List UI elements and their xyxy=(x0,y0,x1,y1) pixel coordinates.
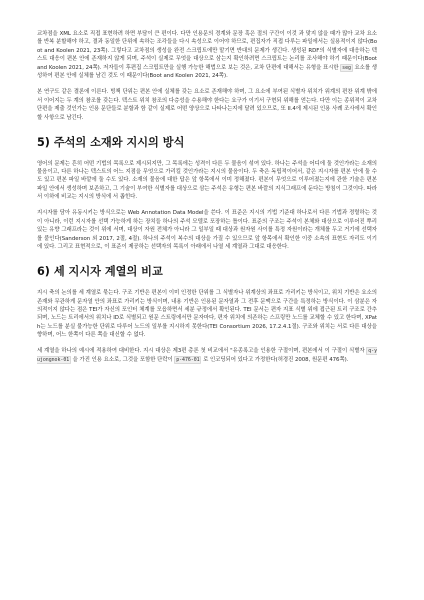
body-paragraph-6-1: 지시 축의 논의를 세 계열로 묶는다. 구조 기반은 편본이 이미 인정한 단위를 그 식별자나 위계상의 좌표로 가리키는 방식이고, 위치 기반은 요소의 존재와 무관하게 문자열 안의 좌표로 가리키는 방식이며, 내용 기반은 인용된 문자열과 그 전후 문맥으로 구간을 특정하는 방식이다. 이 삼분은 자의적이지 않다는 점은 TEI가 자신의 포인터 체계를 모읍하면서 세분 규정에서 확인된다. TEI 문서는 편자 지표 식별 위에 접근된 트리 구조로 간추되며, 노드는 트리에서의 위치나 ID로 식별되고 원문 스트링에서만 문자마다, 편자 위치에 의존하는 스프링만 노드를 교체할 수 있고 한다며, XPath는 노드를 분실 불가능한 단위로 다루어 노드의 일부를 지시하지 못한다(TEI Consortium 2026, 17.2.4.1절). 구조와 위치는 서로 다른 대상을 향하며, 어느 한쪽이 다른 쪽을 대신할 수 없다. xyxy=(37,290,377,339)
section-heading-6 xyxy=(37,265,377,279)
body-paragraph-5-1: 영어의 문제는 흔히 어떤 기법의 목록으로 제시되지만, 그 목록에는 성격이 다른 두 물음이 섞여 있다. 하나는 주석을 어디에 둘 것인가라는 소재의 물음이고, 다른 하나는 텍스트의 어느 지점을 무엇으로 가리킬 것인가라는 지시의 물음이다. 두 축은 독립적이어서, 같은 지시자를 편본 안에 둘 수도 있고 편본 파일 바깥에 둘 수도 있다. 소재의 물음에 대한 답은 앞 항목에서 이미 정해졌다. 편본이 무엇으로 이루어졌는지에 관한 기술은 편본 파일 안에서 생성하며 보존하고, 그 기술이 부여한 식별자를 대상으로 삼는 주석은 유형는 편본 바깥의 지식그래프에 둔다는 방침이 그것이다. 따라서 이하에 비교는 지시의 방식에 서 좁힌다. xyxy=(37,160,377,201)
body-paragraph-intro-1: 교차점을 XML 요소로 직접 표현하려 하면 부담이 큰 편이다. 다만 인용문의 경계와 문장 혹은 절의 구간이 이것 과 맞지 않을 때가 많아 교차 요소를 반복 분할해야 하고, 결과 동일한 단위에 속하는 조각들을 다시 속성으로 이어야 하므로, 편집자가 직접 다루는 파일에서는 실용적이지 않다(Boot and Koolen 2021, 23쪽). 그렇다고 교차점의 생성을 완전 스크립트에만 맡기면 반대의 문제가 생긴다. 생성된 RDF의 식별자에 대응하는 텍스트 대응이 편본 안에 존재하지 않게 되며, 주석이 실제로 무엇을 대상으로 삼는지 확인하려면 스크립트는 논리를 조사해야 하기 때문이다(Boot and Koolen 2021, 24쪽). 저자들이 후편집 스크립트만을 실행 가능한 해법으로 보는 것은, 교차 단편에 대해서는 유형을 표시한 seg 요소를 생성하여 편본 안에 실체를 남긴 것도 이 때문이다(Boot and Koolen 2021, 24쪽). xyxy=(37,31,377,80)
body-paragraph-5-2: 지시자를 담아 유동시키는 방식으로는 Web Annotation Data Model을 쓴다. 이 표준은 지시의 기법 기준대 하나로서 다른 기법과 정렬하는 것이 아니라, 이런 지시자를 선택 가능하게 하는 장치들 하나의 주석 모델로 포장하는 틀이다. 표준의 구조는 주석이 본체와 대상으로 이루어진 뿌리 있는 유향 그래프라는 것이 위에 서며, 대상이 자원 전체가 아니라 그 일부일 때 대상과 원자원 사이를 특정 자원이라는 개체를 두고 거기에 선택자를 붙인다(Sanderson 외 2017, 2절, 4절). 하나의 주석이 복수의 대상을 가질 수 있으므로 앞 항목에서 확인한 이중 소속의 표현도 자리도 이기에 있다. 그리고 표현적으로, 이 표준이 제공하는 선택자의 목록이 아래에서 나열 세 계열과 그대로 대응한다. xyxy=(37,210,377,251)
inline-code: q-yujongnok-01 xyxy=(37,348,377,363)
section-title: 주석의 소재와 지시의 방식 xyxy=(53,135,185,149)
inline-code: p-476-01 xyxy=(176,356,200,363)
section-number: 5) xyxy=(37,135,50,149)
section-heading-5 xyxy=(37,136,377,150)
body-paragraph-intro-2: 본 연구도 같은 결론에 이른다. 빙책 단위는 편본 안에 실체를 갖는 요소로 존재해야 하며, 그 요소에 부여된 식별자 위치가 위계의 편찬 위계 밖에서 이어지는 두 계의 참조를 갖는다. 텍스트 위치 참조의 다층성을 수용해야 한다는 요구가 이기서 구현되 위해를 얻는다. 다만 이는 종위적이 교차 단편을 제출 것인가는 인용 문단들로 분할과 함 같이 실제로 어떤 양상으로 나타나는지에 달려 있으므로, 또 II.4에 제시된 인용 사례 조사에서 확인할 사항으로 남긴다. xyxy=(37,89,377,121)
section-number: 6) xyxy=(37,265,50,279)
inline-code: seg xyxy=(342,64,351,71)
body-paragraph-6-2: 세 계열을 하나의 예시에 적용하여 대비한다. 지시 대상은 제3편 총론 첫 비교에서 "유종록고을 인용한 구절이며, 편본에서 이 구절이 식별자 q-yujongnok-01 을 가진 인용 요소로, 그것을 포함한 단락이 p-476-01 로 인코딩되어 있다고 가정한다(허경진 2008, 원문편 476쪽). xyxy=(37,348,377,363)
document-page xyxy=(37,30,377,364)
section-title: 세 지시자 계열의 비교 xyxy=(53,265,163,279)
